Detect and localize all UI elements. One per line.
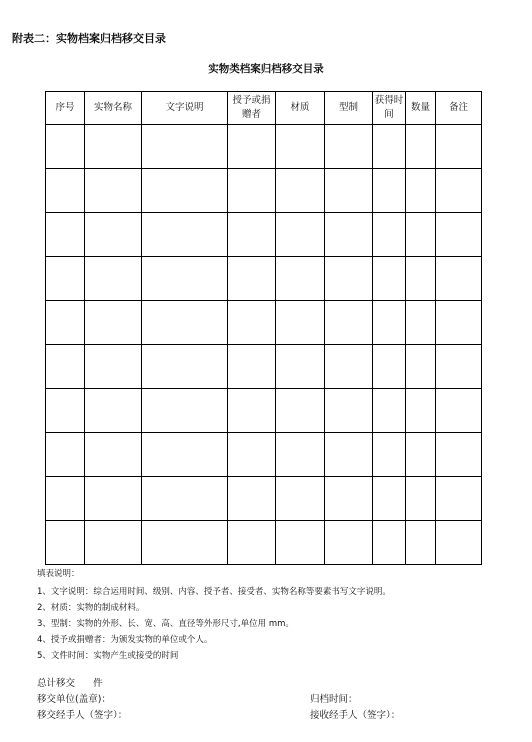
table-header-row: [46, 92, 482, 125]
table-cell[interactable]: [46, 477, 85, 521]
table-cell[interactable]: [436, 345, 482, 389]
column-header-obtained-time: 获得时间: [373, 92, 406, 125]
table-cell[interactable]: [406, 301, 436, 345]
table-cell[interactable]: [142, 213, 228, 257]
table-cell[interactable]: [373, 301, 406, 345]
table-cell[interactable]: [373, 521, 406, 565]
column-header-item-name: 实物名称: [85, 92, 142, 125]
table-cell[interactable]: [436, 125, 482, 169]
table-cell[interactable]: [85, 521, 142, 565]
column-header-grantor-donor: 授予或捐赠者: [228, 92, 276, 125]
table-cell[interactable]: [85, 433, 142, 477]
table-cell[interactable]: [142, 257, 228, 301]
table-cell[interactable]: [276, 213, 325, 257]
table-cell[interactable]: [228, 125, 276, 169]
table-cell[interactable]: [436, 169, 482, 213]
table-cell[interactable]: [85, 389, 142, 433]
table-cell[interactable]: [373, 125, 406, 169]
table-cell[interactable]: [406, 257, 436, 301]
table-cell[interactable]: [325, 345, 373, 389]
fill-instructions: [37, 566, 391, 664]
table-cell[interactable]: [325, 257, 373, 301]
table-cell[interactable]: [46, 169, 85, 213]
table-cell[interactable]: [46, 213, 85, 257]
table-cell[interactable]: [46, 521, 85, 565]
table-cell[interactable]: [406, 169, 436, 213]
table-cell[interactable]: [228, 433, 276, 477]
table-cell[interactable]: [436, 301, 482, 345]
instructions-heading: 填表说明：: [37, 569, 80, 579]
instruction-item: 5、文件时间：实物产生或接受的时间: [37, 651, 179, 661]
table-row: [46, 477, 482, 521]
column-header-serial-number: 序号: [46, 92, 85, 125]
table-cell[interactable]: [228, 257, 276, 301]
table-cell[interactable]: [228, 169, 276, 213]
table-cell[interactable]: [406, 477, 436, 521]
table-cell[interactable]: [373, 477, 406, 521]
table-cell[interactable]: [406, 125, 436, 169]
table-cell[interactable]: [325, 125, 373, 169]
table-row: [46, 169, 482, 213]
table-cell[interactable]: [46, 257, 85, 301]
table-row: [46, 257, 482, 301]
table-cell[interactable]: [325, 477, 373, 521]
table-cell[interactable]: [406, 213, 436, 257]
table-cell[interactable]: [276, 477, 325, 521]
table-cell[interactable]: [276, 345, 325, 389]
instruction-item: 3、型制：实物的外形、长、宽、高、直径等外形尺寸,单位用 mm。: [37, 619, 294, 629]
table-cell[interactable]: [85, 477, 142, 521]
table-cell[interactable]: [46, 345, 85, 389]
table-cell[interactable]: [142, 345, 228, 389]
table-cell[interactable]: [142, 433, 228, 477]
table-cell[interactable]: [276, 301, 325, 345]
table-cell[interactable]: [46, 389, 85, 433]
table-cell[interactable]: [85, 125, 142, 169]
table-cell[interactable]: [228, 213, 276, 257]
column-header-quantity: 数量: [406, 92, 436, 125]
table-row: [46, 433, 482, 477]
transfer-handler-label: 移交经手人（签字）：: [37, 710, 128, 721]
table-cell[interactable]: [406, 521, 436, 565]
table-cell[interactable]: [276, 125, 325, 169]
transfer-unit-label: 移交单位(盖章)：: [37, 694, 111, 705]
table-cell[interactable]: [85, 257, 142, 301]
table-cell[interactable]: [325, 389, 373, 433]
table-cell[interactable]: [228, 389, 276, 433]
table-cell[interactable]: [276, 169, 325, 213]
table-cell[interactable]: [373, 389, 406, 433]
table-cell[interactable]: [436, 477, 482, 521]
table-cell[interactable]: [373, 257, 406, 301]
table-cell[interactable]: [85, 345, 142, 389]
table-cell[interactable]: [142, 169, 228, 213]
instruction-item: 1、文字说明：综合运用时间、级别、内容、授予者、接受者、实物名称等要素书写文字说明。: [37, 587, 391, 597]
table-row: [46, 521, 482, 565]
total-transferred: 总计移交 件: [37, 678, 103, 689]
table-cell[interactable]: [46, 433, 85, 477]
table-cell[interactable]: [406, 389, 436, 433]
table-cell[interactable]: [142, 389, 228, 433]
table-cell[interactable]: [436, 433, 482, 477]
table-cell[interactable]: [228, 477, 276, 521]
table-cell[interactable]: [276, 257, 325, 301]
table-row: [46, 345, 482, 389]
table-cell[interactable]: [373, 433, 406, 477]
table-cell[interactable]: [436, 257, 482, 301]
table-cell[interactable]: [85, 301, 142, 345]
table-cell[interactable]: [436, 521, 482, 565]
table-cell[interactable]: [325, 301, 373, 345]
table-cell[interactable]: [276, 433, 325, 477]
instruction-item: 2、材质：实物的制成材料。: [37, 603, 145, 613]
table-cell[interactable]: [325, 521, 373, 565]
column-header-material: 材质: [276, 92, 325, 125]
table-row: [46, 389, 482, 433]
table-cell[interactable]: [142, 125, 228, 169]
table-cell[interactable]: [373, 345, 406, 389]
table-cell[interactable]: [46, 301, 85, 345]
table-cell[interactable]: [436, 389, 482, 433]
column-header-remarks: 备注: [436, 92, 482, 125]
table-row: [46, 125, 482, 169]
table-cell[interactable]: [142, 521, 228, 565]
table-cell[interactable]: [228, 521, 276, 565]
table-cell[interactable]: [406, 345, 436, 389]
table-cell[interactable]: [276, 389, 325, 433]
table-body: [46, 125, 482, 565]
table-cell[interactable]: [85, 213, 142, 257]
table-cell[interactable]: [142, 301, 228, 345]
table-cell[interactable]: [85, 169, 142, 213]
table-row: [46, 213, 482, 257]
table-cell[interactable]: [228, 301, 276, 345]
table-cell[interactable]: [406, 433, 436, 477]
document-title: 实物类档案归档移交目录: [208, 63, 324, 75]
table-cell[interactable]: [276, 521, 325, 565]
attachment-title: 附表二：实物档案归档移交目录: [12, 32, 166, 45]
table-row: [46, 301, 482, 345]
table-cell[interactable]: [228, 345, 276, 389]
table-cell[interactable]: [373, 213, 406, 257]
table-cell[interactable]: [142, 477, 228, 521]
table-cell[interactable]: [436, 213, 482, 257]
table-cell[interactable]: [325, 213, 373, 257]
column-header-description: 文字说明: [142, 92, 228, 125]
table-cell[interactable]: [373, 169, 406, 213]
receive-handler-label: 接收经手人（签字）：: [310, 710, 401, 721]
table-cell[interactable]: [46, 125, 85, 169]
table-cell[interactable]: [325, 433, 373, 477]
instruction-item: 4、授予或捐赠者：为颁发实物的单位或个人。: [37, 635, 213, 645]
column-header-form: 型制: [325, 92, 373, 125]
catalog-table: [45, 91, 482, 565]
archive-time-label: 归档时间：: [310, 694, 358, 705]
table-cell[interactable]: [325, 169, 373, 213]
